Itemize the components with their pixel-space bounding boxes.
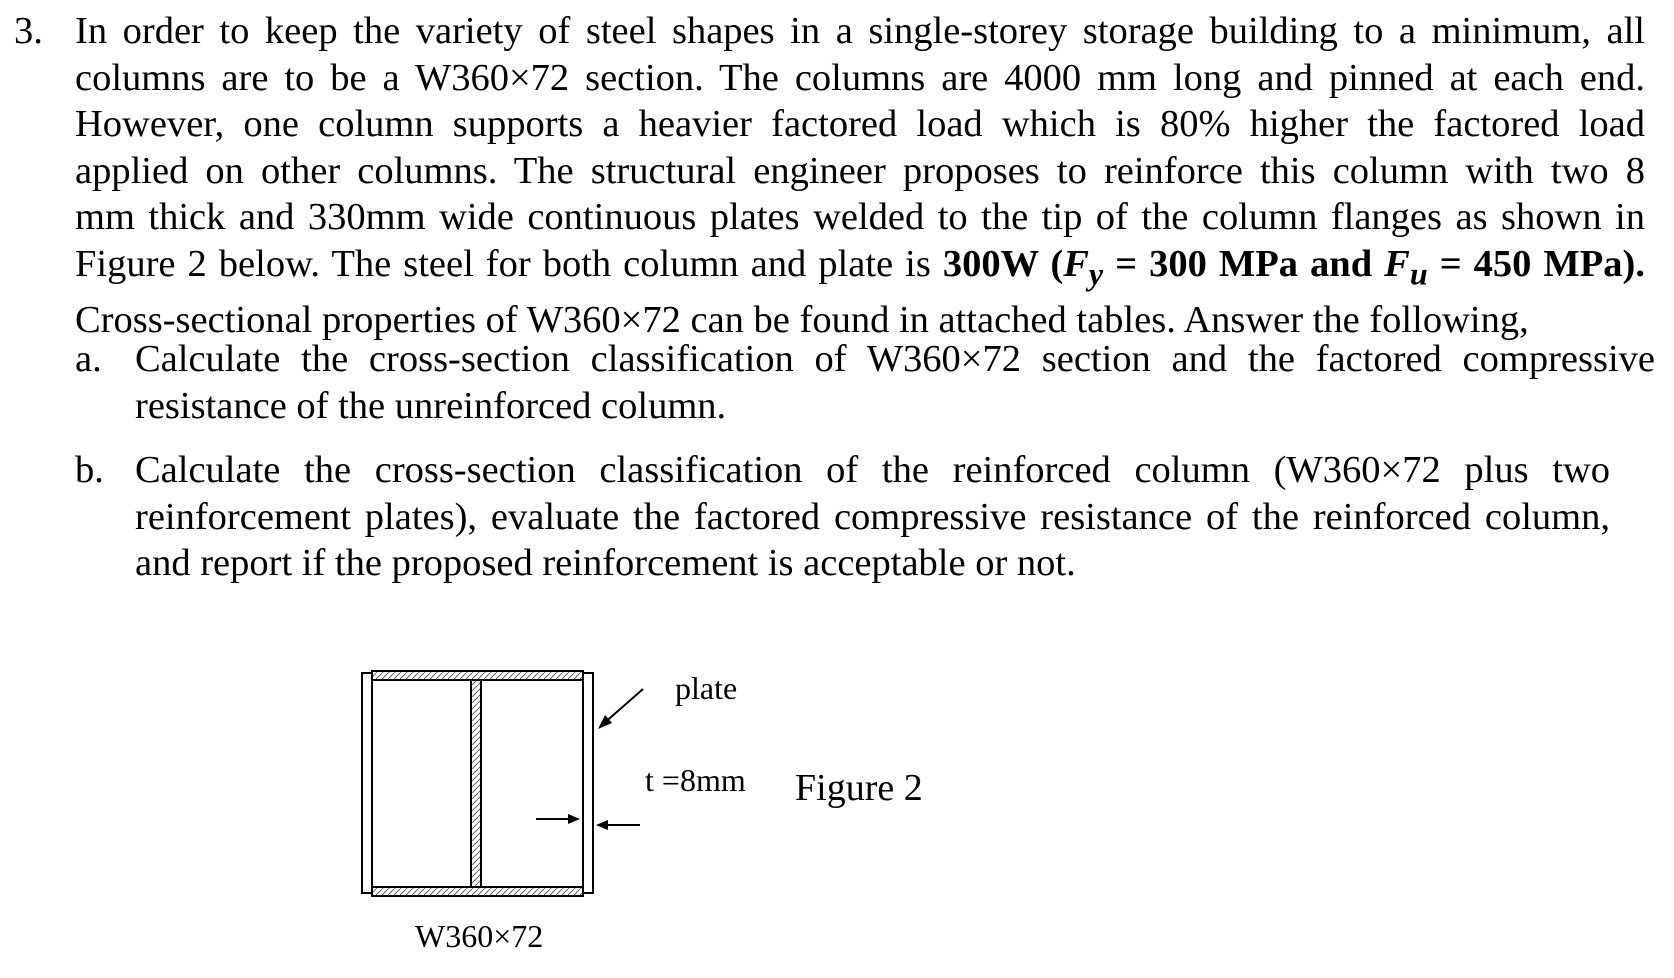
fu-value: = 450 MPa). <box>1427 242 1645 285</box>
question-body <box>75 8 1645 343</box>
thickness-arrowhead-right <box>596 820 608 830</box>
fy-symbol: F <box>1063 242 1089 285</box>
question-line-5: mm thick and 330mm wide continuous plates welded to the tip of the column flanges as shown in <box>75 196 1645 238</box>
left-plate <box>362 673 372 893</box>
fy-value: = 300 MPa and <box>1103 242 1385 285</box>
question-line-6 <box>75 241 1645 297</box>
part-a-label: a. <box>75 338 102 380</box>
question-line-2: columns are to be a W360×72 section. The columns are 4000 mm long and pinned at each end. <box>75 56 1645 99</box>
question-line-1: In order to keep the variety of steel shapes in a single-storey storage building to a minimum, all <box>75 10 1645 52</box>
question-line-4: applied on other columns. The structural engineer proposes to reinforce this column with two 8 <box>75 149 1645 192</box>
thickness-label: t =8mm <box>645 762 746 798</box>
part-b-label: b. <box>75 449 104 491</box>
steel-grade: 300W ( <box>942 242 1064 285</box>
question-number: 3. <box>14 10 43 52</box>
thickness-arrowhead-left <box>568 814 580 824</box>
fu-subscript: u <box>1409 255 1428 292</box>
top-flange <box>372 671 583 680</box>
part-a-body <box>135 336 1655 429</box>
plate-label: plate <box>675 670 738 706</box>
part-b-body <box>135 447 1610 587</box>
web <box>471 680 481 887</box>
part-b-line-1: Calculate the cross-section classification of the reinforced column (W360×72 plus two <box>135 449 1610 491</box>
part-a-line-1: Calculate the cross-section classification of W360×72 section and the factored compressive <box>135 338 1655 380</box>
line6-prefix: Figure 2 below. The steel for both column and plate is <box>75 242 943 285</box>
part-b-line-2: reinforcement plates), evaluate the factored compressive resistance of the reinforced column, <box>135 495 1610 538</box>
part-b-line-3: and report if the proposed reinforcement is acceptable or not. <box>135 542 1076 584</box>
part-a-line-2: resistance of the unreinforced column. <box>135 384 727 427</box>
question-line-3: However, one column supports a heavier factored load which is 80% higher the factored load <box>75 103 1645 145</box>
fy-subscript: y <box>1088 255 1104 292</box>
section-label: W360×72 <box>415 918 544 954</box>
fu-symbol: F <box>1384 242 1410 285</box>
bottom-flange <box>372 887 583 896</box>
figure-caption: Figure 2 <box>795 767 923 809</box>
question-line-7: Cross-sectional properties of W360×72 can be found in attached tables. Answer the following, <box>75 298 1529 341</box>
right-plate <box>583 673 593 893</box>
